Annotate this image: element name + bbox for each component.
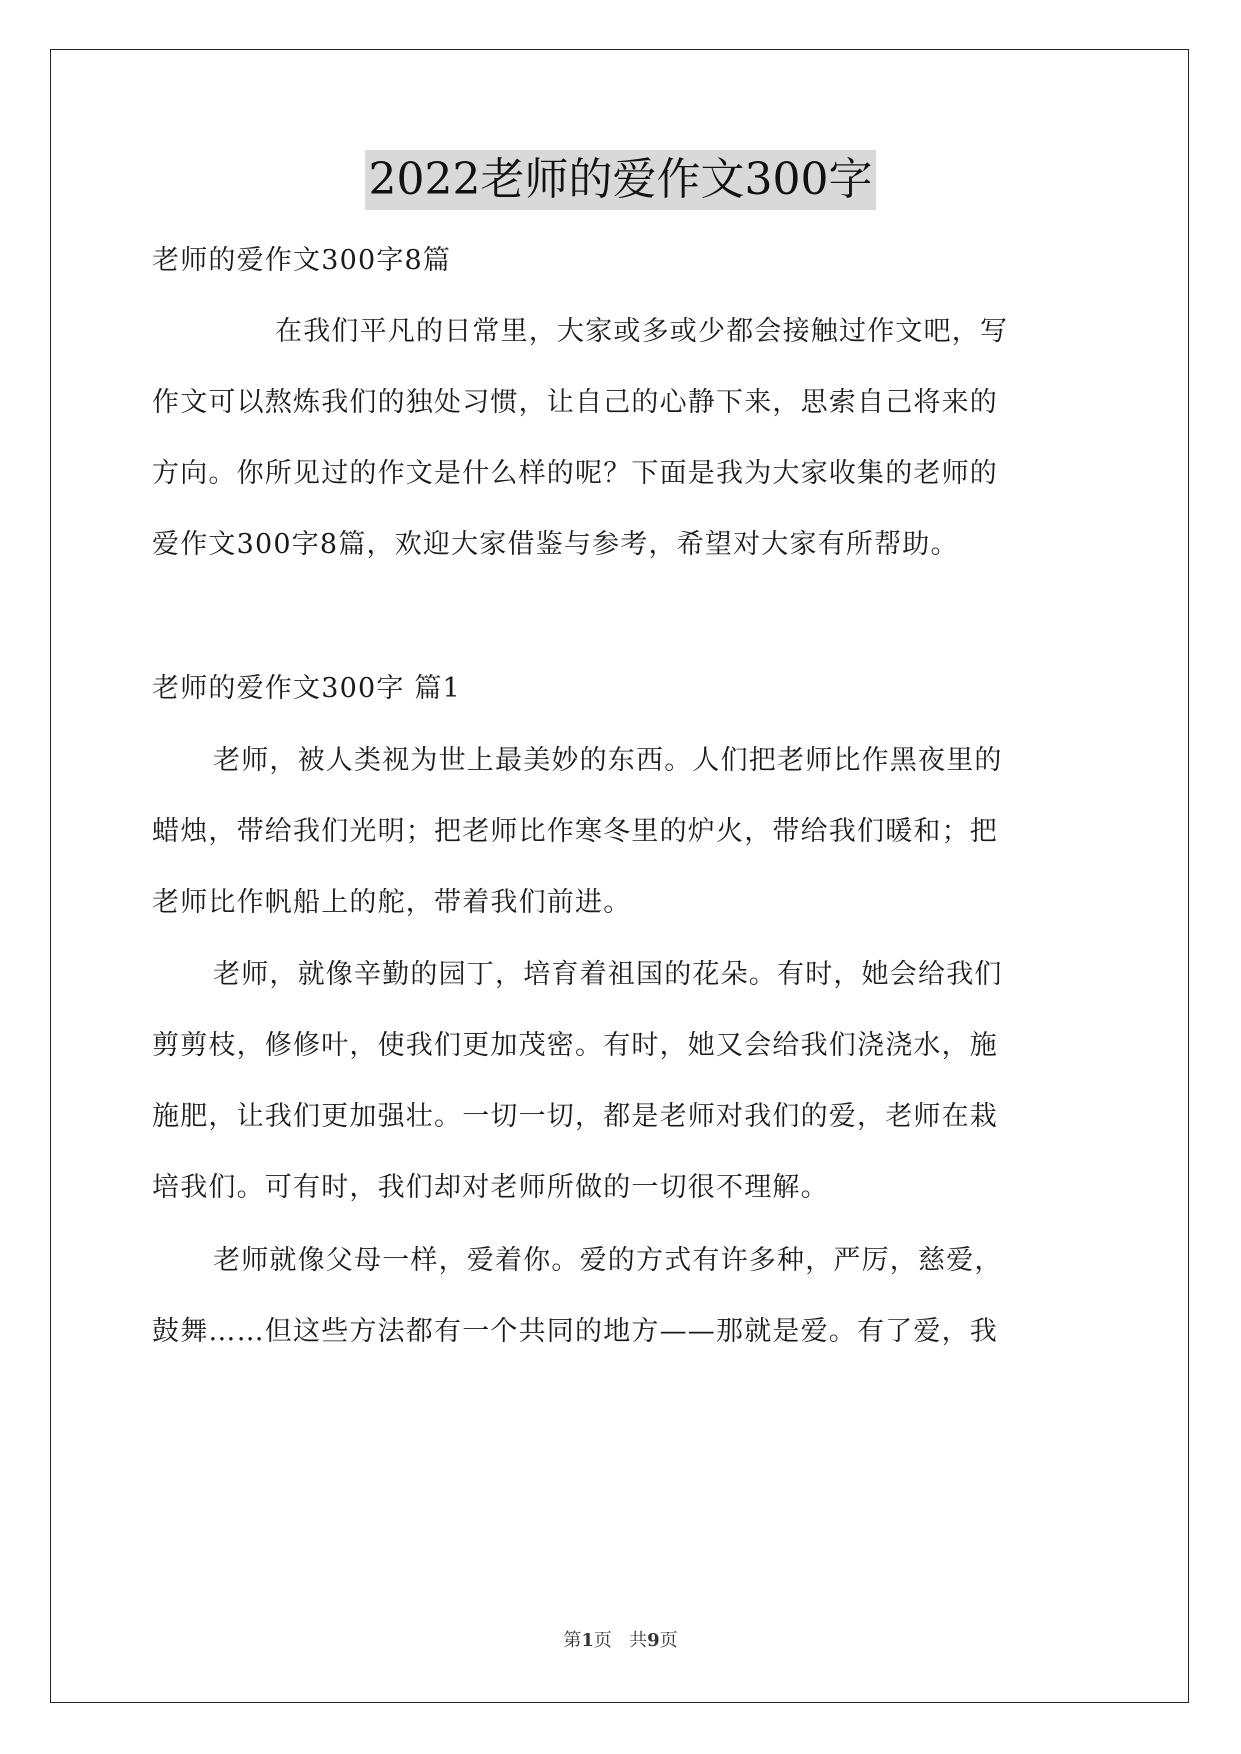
paragraph-line: 鼓舞……但这些方法都有一个共同的地方——那就是爱。有了爱，我 [152, 1316, 998, 1347]
section-heading: 老师的爱作文300字 篇1 [152, 673, 461, 704]
paragraph-line: 剪剪枝，修修叶，使我们更加茂密。有时，她又会给我们浇浇水，施 [152, 1030, 998, 1061]
intro-line: 爱作文300字8篇，欢迎大家借鉴与参考，希望对大家有所帮助。 [152, 529, 959, 560]
total-page-number: 9 [647, 1630, 660, 1651]
paragraph-line: 施肥，让我们更加强壮。一切一切，都是老师对我们的爱，老师在栽 [152, 1101, 998, 1132]
document-title: 2022老师的爱作文300字 [365, 150, 877, 210]
paragraph-line: 老师，就像辛勤的园丁，培育着祖国的花朵。有时，她会给我们 [213, 959, 1003, 990]
page-label-prefix: 第 [563, 1630, 582, 1651]
paragraph-line: 老师比作帆船上的舵，带着我们前进。 [152, 887, 632, 918]
page-label-suffix: 页 [659, 1630, 678, 1651]
title-wrap [0, 150, 1241, 210]
paragraph-line: 培我们。可有时，我们却对老师所做的一切很不理解。 [152, 1172, 829, 1203]
intro-line: 作文可以熬炼我们的独处习惯，让自己的心静下来，思索自己将来的 [152, 387, 998, 418]
page-label-mid: 页 共 [593, 1630, 648, 1651]
intro-line: 在我们平凡的日常里，大家或多或少都会接触过作文吧，写 [275, 316, 1009, 347]
document-subtitle: 老师的爱作文300字8篇 [152, 245, 452, 276]
paragraph-line: 老师，被人类视为世上最美妙的东西。人们把老师比作黑夜里的 [213, 745, 1003, 776]
current-page-number: 1 [581, 1630, 594, 1651]
page-footer [0, 1626, 1241, 1652]
intro-line: 方向。你所见过的作文是什么样的呢？下面是我为大家收集的老师的 [152, 458, 998, 489]
page-border [50, 49, 1189, 1703]
paragraph-line: 老师就像父母一样，爱着你。爱的方式有许多种，严厉，慈爱， [213, 1245, 1003, 1276]
paragraph-line: 蜡烛，带给我们光明；把老师比作寒冬里的炉火，带给我们暖和；把 [152, 816, 998, 847]
